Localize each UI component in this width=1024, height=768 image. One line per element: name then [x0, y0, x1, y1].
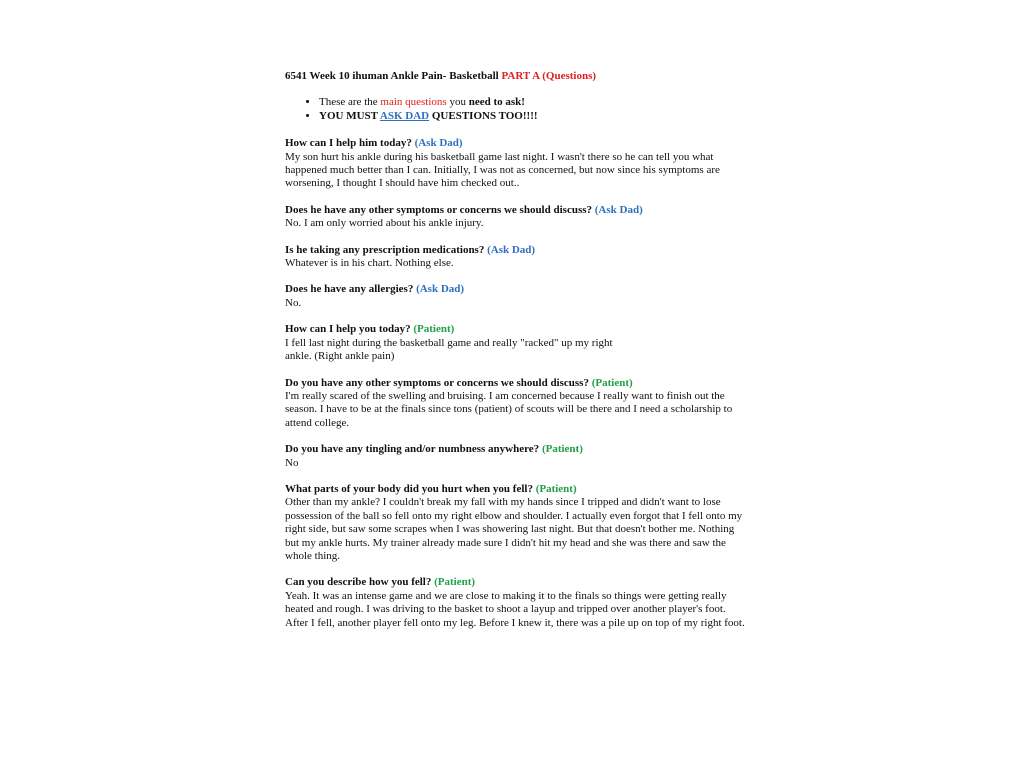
- instruction-item: [319, 96, 745, 109]
- question: Is he taking any prescription medications? (Ask Dad): [285, 243, 536, 256]
- question: Do you have any other symptoms or concerns we should discuss? (Patient): [285, 376, 633, 389]
- instruction-highlight: main questions: [380, 96, 447, 109]
- speaker-tag: (Ask Dad): [416, 283, 465, 296]
- instruction-emphasis: need to ask!: [468, 96, 525, 109]
- qa-section: [285, 323, 745, 363]
- instruction-list: [285, 96, 745, 123]
- question: Does he have any other symptoms or concerns we should discuss? (Ask Dad): [285, 203, 643, 216]
- question: Does he have any allergies? (Ask Dad): [285, 283, 465, 296]
- question: Do you have any tingling and/or numbness anywhere? (Patient): [285, 443, 583, 456]
- speaker-tag: (Patient): [591, 376, 633, 389]
- qa-section: [285, 204, 745, 231]
- document-page: [285, 70, 745, 643]
- instruction-text: YOU MUST: [319, 109, 380, 122]
- speaker-tag: (Ask Dad): [487, 243, 536, 256]
- speaker-tag: (Patient): [434, 576, 476, 589]
- speaker-tag: (Ask Dad): [594, 203, 643, 216]
- qa-section: [285, 576, 745, 630]
- title-part-label: PART A (Questions): [501, 70, 597, 82]
- instruction-item: [319, 110, 745, 123]
- qa-section: [285, 137, 745, 191]
- speaker-tag: (Ask Dad): [414, 137, 463, 150]
- qa-section: [285, 283, 745, 310]
- qa-section: [285, 244, 745, 271]
- qa-section: [285, 443, 745, 470]
- speaker-tag: (Patient): [535, 482, 577, 495]
- instruction-text: These are the: [319, 96, 381, 109]
- answer: No: [285, 456, 299, 469]
- instruction-text: QUESTIONS TOO!!!!: [429, 109, 538, 122]
- speaker-tag: (Patient): [541, 443, 583, 456]
- question: What parts of your body did you hurt when you fell? (Patient): [285, 482, 577, 495]
- question: How can I help you today? (Patient): [285, 323, 455, 336]
- ask-dad-link[interactable]: ASK DAD: [379, 109, 430, 122]
- answer: I fell last night during the basketball game and really "racked" up my right ankle. (Right ankle pain): [285, 336, 613, 363]
- document-title: [285, 70, 745, 83]
- answer: No. I am only worried about his ankle injury.: [285, 217, 484, 230]
- answer: Yeah. It was an intense game and we are close to making it to the finals so things were getting really heated and rough. I was driving to the basket to shoot a layup and tripped over another player's foot. After I fell, another player fell onto my leg. Before I knew it, there was a pile up on top of my right foot.: [285, 589, 745, 629]
- answer: Other than my ankle? I couldn't break my fall with my hands since I tripped and didn't want to lose possession of the ball so fell onto my right elbow and shoulder. I actually even forgot that I fell onto my right side, but saw some scrapes when I was showering last night. But that doesn't bother me. Nothing but my ankle hurts. My trainer already made sure I didn't hit my head and she was there and saw the whole thing.: [285, 496, 743, 562]
- qa-section: [285, 483, 745, 563]
- answer: No.: [285, 296, 302, 309]
- title-main: 6541 Week 10 ihuman Ankle Pain- Basketball: [285, 70, 502, 82]
- question: Can you describe how you fell? (Patient): [285, 576, 476, 589]
- speaker-tag: (Patient): [413, 323, 455, 336]
- answer: My son hurt his ankle during his basketball game last night. I wasn't there so he can tell you what happened much better than I can. Initially, I was not as concerned, but now since his symptoms are worsening, I thought I should have him checked out..: [285, 150, 720, 190]
- qa-section: [285, 377, 745, 431]
- question: How can I help him today? (Ask Dad): [285, 137, 463, 150]
- answer: Whatever is in his chart. Nothing else.: [285, 257, 454, 270]
- answer: I'm really scared of the swelling and bruising. I am concerned because I really want to finish out the season. I have to be at the finals since tons (patient) of scouts will be there and I need a scholarship to attend college.: [285, 389, 733, 429]
- instruction-text: you: [446, 96, 469, 109]
